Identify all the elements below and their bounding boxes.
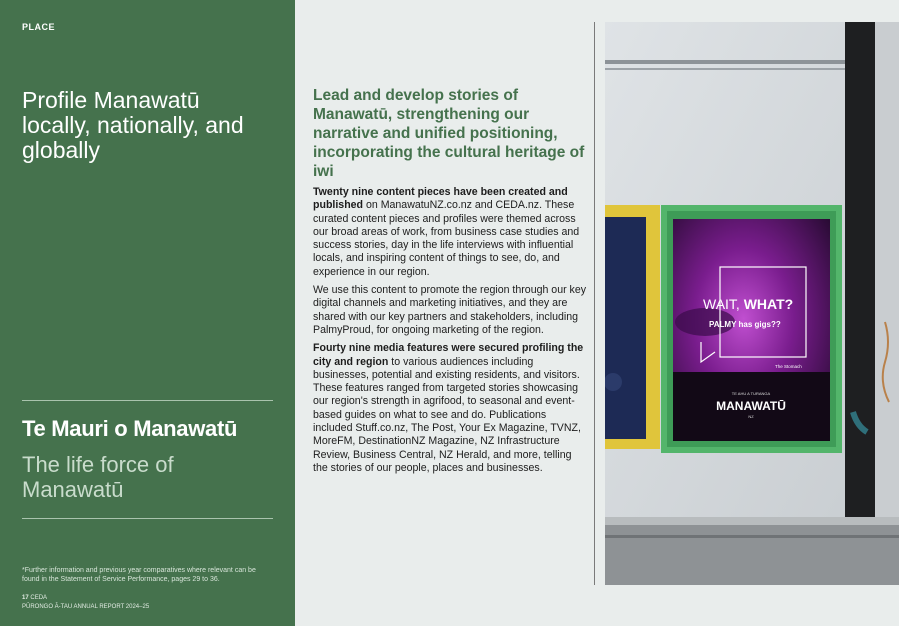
poster-brand-top: TE AHU A TURANGA	[731, 391, 771, 396]
sidebar-panel	[0, 0, 295, 626]
poster-palmy-text: PALMY has gigs??	[709, 320, 781, 329]
paragraph-promotion: We use this content to promote the region through our key digital channels and marketing initiatives, and they are shared with our key partners and stakeholders, including PalmyProud, for ongoing marketing of the region.	[313, 284, 587, 336]
section-label: PLACE	[22, 22, 56, 32]
poster-wait-text: WAIT, WHAT?	[703, 296, 794, 312]
footpath	[605, 525, 899, 585]
footer-report: PŪRONGO Ā-TAU ANNUAL REPORT 2024–25	[22, 604, 150, 610]
kerb	[605, 517, 899, 525]
paragraph-content-pieces	[313, 186, 588, 279]
left-poster	[605, 217, 646, 439]
headline: Profile Manawatū locally, nationally, and globally	[22, 87, 244, 163]
poster-brand-bottom: NZ	[748, 414, 754, 419]
paragraph-media-features	[313, 342, 588, 475]
column-divider	[594, 22, 595, 585]
page-number: 17	[22, 595, 29, 601]
footpath-line	[605, 535, 899, 538]
footer-page-line	[22, 594, 149, 603]
divider-bottom	[22, 518, 273, 519]
page-footer	[22, 594, 149, 612]
english-subtitle: The life force of Manawatū	[22, 452, 174, 502]
divider-top	[22, 400, 273, 401]
poster-brand: MANAWATŪ	[716, 399, 786, 413]
main-content	[313, 86, 588, 480]
street-poster-photo	[605, 22, 899, 585]
poster-photo-illustration	[605, 22, 899, 585]
paragraph-3-text: to various audiences including businesses, potential and existing residents, and visitors. These features ranged from targeted stories showcasing our region's strength in agrifood, to seasonal and event-based guides on what to see and do. Publications included Stuff.co.nz, The Post, Your Ex Magazine, TVNZ, MoreFM, DestinationNZ Magazine, NZ Infrastructure Review, Business Central, NZ Herald, and more, telling the stories of our people, places and businesses.	[313, 355, 581, 474]
paragraph-3-bold: Fourty nine media features were secured profiling the city and region	[313, 342, 584, 368]
dark-pillar	[845, 22, 875, 522]
maori-title: Te Mauri o Manawatū	[22, 416, 238, 441]
poster-venue: The Stomach	[775, 364, 802, 369]
footer-org: CEDA	[30, 595, 48, 601]
right-wall	[875, 22, 899, 522]
paragraph-1-text: on ManawatuNZ.co.nz and CEDA.nz. These curated content pieces and profiles were themed across our broad areas of work, from business case studies and success stories, day in the life interviews with influential locals, and inspiring content of things to see, do, and experience in our region.	[313, 199, 580, 278]
pipe-thin	[605, 68, 875, 70]
main-heading: Lead and develop stories of Manawatū, strengthening our narrative and unified positioning, incorporating the cultural heritage of iwi	[313, 87, 585, 180]
paragraph-1-bold: Twenty nine content pieces have been created and published	[313, 186, 568, 212]
pipe	[605, 60, 875, 64]
footnote: *Further information and previous year comparatives where relevant can be found in the Statement of Service Performance, pages 29 to 36.	[22, 567, 256, 583]
